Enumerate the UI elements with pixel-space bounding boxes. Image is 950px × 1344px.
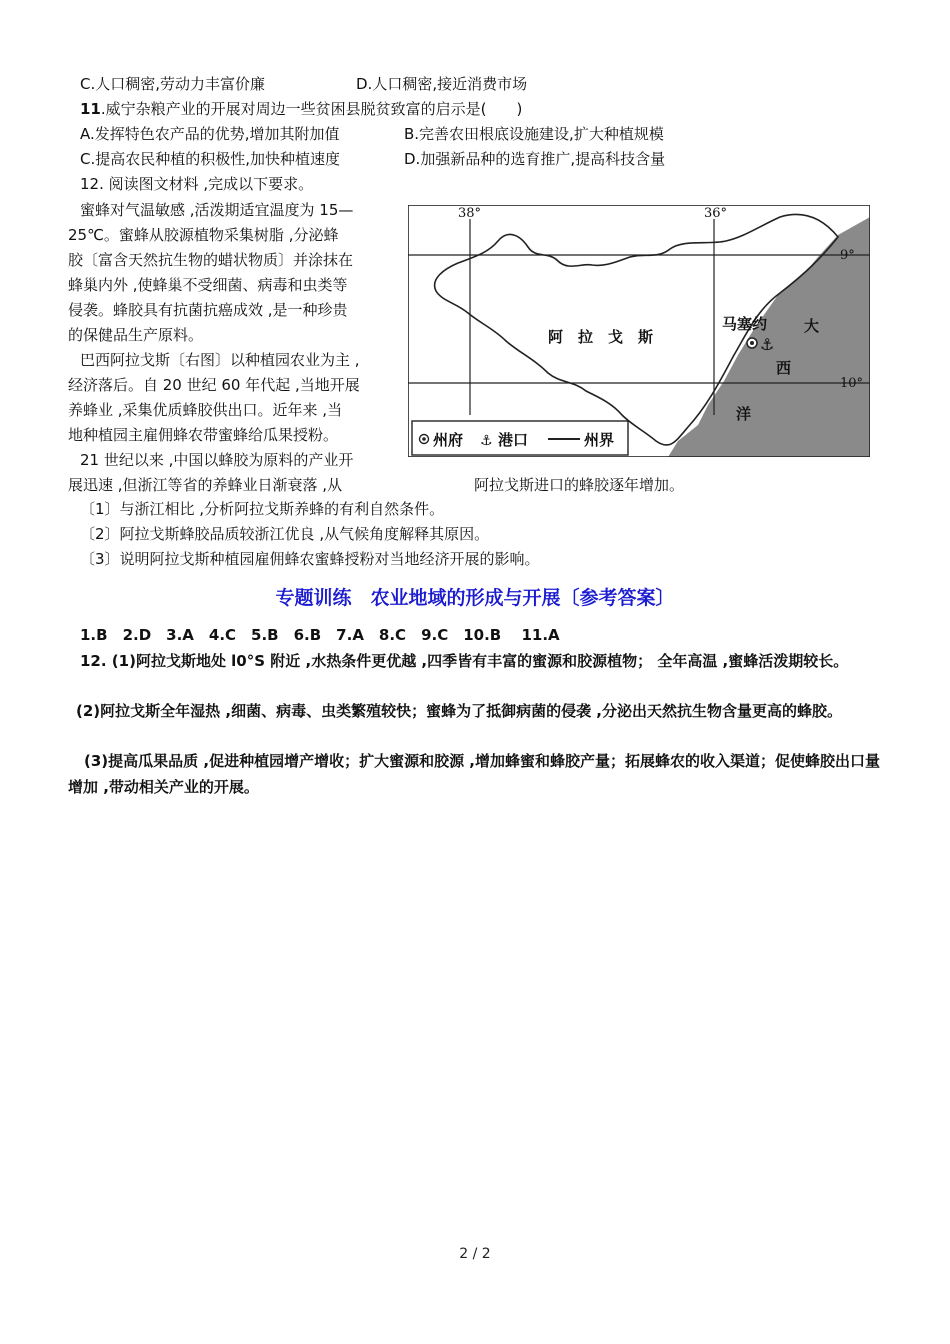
q11-number: 11 [80,100,101,118]
material-p3-line1: 21 世纪以来 ,中国以蜂胶为原料的产业开 [80,451,354,469]
q11-text: .威宁杂粮产业的开展对周边一些贫困县脱贫致富的启示是( ) [100,100,523,118]
material-p2-line4: 地种植园主雇佣蜂农带蜜蜂给瓜果授粉。 [68,426,339,444]
material-p2-line3: 养蜂业 ,采集优质蜂胶供出口。近年来 ,当 [68,401,343,419]
ocean-label-xi: 西 [776,359,792,377]
lat-10-label: 10° [840,376,864,391]
q10-option-d: D.人口稠密,接近消费市场 [356,75,528,93]
q11-stem [80,98,522,120]
answer-12-2: (2)阿拉戈斯全年湿热 ,细菌、病毒、虫类繁殖较快；蜜蜂为了抵御病菌的侵袭 ,分泌出天然抗生物含量更高的蜂胶。 [76,702,842,720]
legend-border-label: 州界 [584,431,615,449]
q12-sub2: 〔2〕阿拉戈斯蜂胶品质较浙江优良 ,从气候角度解释其原因。 [80,525,490,543]
material-p3-line2a: 展迅速 ,但浙江等省的养蜂业日渐衰落 ,从 [68,476,343,494]
q11-option-a: A.发挥特色农产品的优势,增加其附加值 [80,125,340,143]
page-number: 2 / 2 [459,1246,491,1262]
q12-sub1: 〔1〕与浙江相比 ,分析阿拉戈斯养蜂的有利自然条件。 [80,500,445,518]
answers-mcq: 1.B 2.D 3.A 4.C 5.B 6.B 7.A 8.C 9.C 10.B 11.A [80,626,560,644]
lon-36-label: 36° [704,206,728,221]
q12-sub3: 〔3〕说明阿拉戈斯种植园雇佣蜂农蜜蜂授粉对当地经济开展的影响。 [80,550,540,568]
port-anchor-icon: ⚓ [760,335,775,354]
q11-option-c: C.提高农民种植的积极性,加快种植速度 [80,150,341,168]
legend-capital-label: 州府 [433,431,464,449]
alagoas-map [408,205,870,457]
material-p2-line1: 巴西阿拉戈斯〔右图〕以种植园农业为主 , [80,351,360,369]
material-p1-line2: 25℃。蜜蜂从胶源植物采集树脂 ,分泌蜂 [68,226,339,244]
material-p1-line3: 胶〔富含天然抗生物的蜡状物质〕并涂抹在 [68,251,354,269]
ocean-label-da: 大 [804,317,820,335]
legend-port-icon: ⚓ [480,433,493,449]
material-p1-line1: 蜜蜂对气温敏感 ,活泼期适宜温度为 15— [80,201,354,219]
material-p1-line4: 蜂巢内外 ,使蜂巢不受细菌、病毒和虫类等 [68,276,348,294]
answer-12-1: 12. (1)阿拉戈斯地处 l0°S 附近 ,水热条件更优越 ,四季皆有丰富的蜜源和胶源植物； 全年高温 ,蜜蜂活泼期较长。 [80,652,849,670]
q10-option-c: C.人口稠密,劳动力丰富价廉 [80,75,266,93]
legend-port-label: 港口 [498,431,529,449]
ocean-label-yang: 洋 [736,405,752,423]
lon-38-label: 38° [458,206,482,221]
capital-label: 马塞约 [722,315,768,333]
maceio-capital-dot [750,341,754,345]
material-p1-line6: 的保健品生产原料。 [68,326,204,344]
region-label: 阿 拉 戈 斯 [548,328,654,346]
material-p3-line2b: 阿拉戈斯进口的蜂胶逐年增加。 [474,476,685,494]
q11-option-b: B.完善农田根底设施建设,扩大种植规模 [404,125,664,143]
material-p2-line2: 经济落后。自 20 世纪 60 年代起 ,当地开展 [68,376,360,394]
answers-heading: 专题训练 农业地域的形成与开展〔参考答案〕 [275,587,675,609]
answer-12-3: (3)提高瓜果品质 ,促进种植园增产增收；扩大蜜源和胶源 ,增加蜂蜜和蜂胶产量；拓展蜂农的收入渠道；促使蜂胶出口量增加 ,带动相关产业的开展。 [68,752,880,796]
q12-intro: 12. 阅读图文材料 ,完成以下要求。 [80,175,314,193]
lat-9-label: 9° [840,248,855,263]
q11-option-d: D.加强新品种的选育推广,提高科技含量 [404,150,666,168]
legend-capital-dot [422,437,426,441]
material-p1-line5: 侵袭。蜂胶具有抗菌抗癌成效 ,是一种珍贵 [68,301,348,319]
